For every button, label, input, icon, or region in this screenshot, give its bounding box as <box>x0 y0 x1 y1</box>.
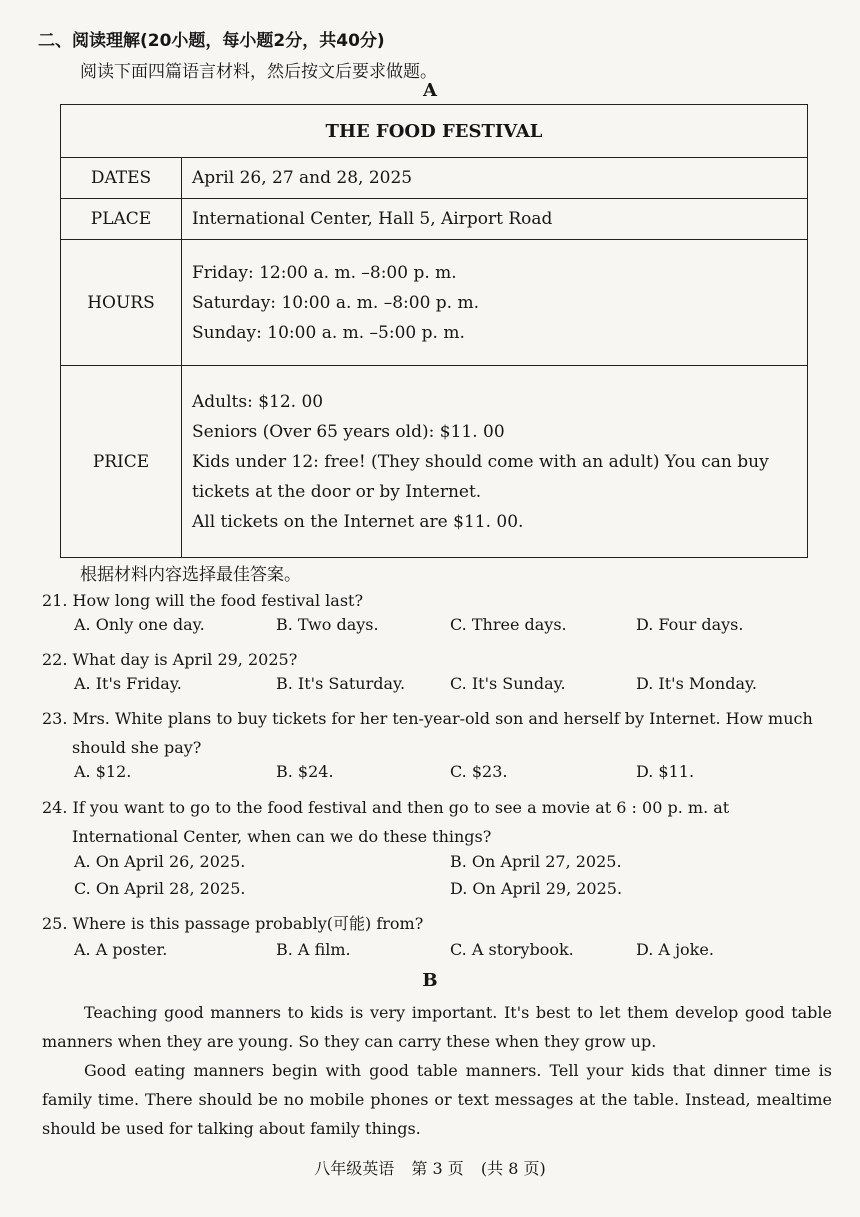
question-number: 22. <box>42 650 68 669</box>
notice-value: All tickets on the Internet are $11. 00. <box>192 511 524 532</box>
option-c: C. On April 28, 2025. <box>74 879 246 898</box>
passage-b-letter: B <box>422 970 438 991</box>
question-stem: Where is this passage probably(可能) from? <box>72 914 424 933</box>
question-number: 24. <box>42 798 68 817</box>
option-d: D. Four days. <box>636 615 744 634</box>
option-a: A. $12. <box>74 762 132 781</box>
option-d: D. On April 29, 2025. <box>450 879 623 898</box>
notice-label: PLACE <box>61 199 182 240</box>
page-footer <box>0 1156 860 1179</box>
notice-label: PRICE <box>61 366 182 558</box>
notice-value: Saturday: 10:00 a. m. –8:00 p. m. <box>192 292 479 313</box>
section-heading: 二、阅读理解(20小题，每小题2分，共40分) <box>38 31 385 51</box>
option-c: C. Three days. <box>450 615 567 634</box>
option-b: B. $24. <box>276 762 334 781</box>
option-b: B. Two days. <box>276 615 379 634</box>
notice-row-hours <box>61 240 808 366</box>
option-c: C. $23. <box>450 762 508 781</box>
question-stem: Mrs. White plans to buy tickets for her ten-year-old son and herself by Internet. How much <box>72 709 813 728</box>
option-b: B. On April 27, 2025. <box>450 852 622 871</box>
option-a: A. It's Friday. <box>74 674 182 693</box>
question-25 <box>42 909 832 938</box>
question-number: 25. <box>42 914 68 933</box>
notice-value: Sunday: 10:00 a. m. –5:00 p. m. <box>192 322 465 343</box>
notice-value: Kids under 12: free! (They should come with an adult) You can buy <box>192 451 769 472</box>
question-number: 23. <box>42 709 68 728</box>
option-b: B. A film. <box>276 940 351 959</box>
question-stem-continued: International Center, when can we do these things? <box>72 827 492 846</box>
option-a: A. On April 26, 2025. <box>74 852 246 871</box>
footer-subject: 八年级英语 <box>314 1159 395 1178</box>
notice-value: April 26, 27 and 28, 2025 <box>192 168 413 188</box>
question-number: 21. <box>42 591 68 610</box>
passage-b-paragraph: Good eating manners begin with good table manners. Tell your kids that dinner time is family time. There should be no mobile phones or text messages at the table. Instead, mealtime should be used for talking about family things. <box>42 1061 832 1138</box>
notice-value: Seniors (Over 65 years old): $11. 00 <box>192 421 505 442</box>
section-intro: 阅读下面四篇语言材料，然后按文后要求做题。 <box>80 62 437 82</box>
question-21 <box>42 586 832 615</box>
passage-a-instruction: 根据材料内容选择最佳答案。 <box>80 565 301 585</box>
notice-value: Adults: $12. 00 <box>192 391 324 412</box>
notice-row-place <box>61 199 808 240</box>
option-d: D. $11. <box>636 762 695 781</box>
notice-value: Friday: 12:00 a. m. –8:00 p. m. <box>192 262 457 283</box>
option-a: A. A poster. <box>74 940 168 959</box>
notice-row-price <box>61 366 808 558</box>
notice-label: HOURS <box>61 240 182 366</box>
option-b: B. It's Saturday. <box>276 674 406 693</box>
question-23 <box>42 704 832 762</box>
notice-value: tickets at the door or by Internet. <box>192 481 482 502</box>
question-stem: What day is April 29, 2025? <box>72 650 298 669</box>
passage-b-paragraph: Teaching good manners to kids is very important. It's best to let them develop good table manners when they are young. So they can carry these when they grow up. <box>42 1003 832 1051</box>
option-a: A. Only one day. <box>74 615 205 634</box>
option-c: C. It's Sunday. <box>450 674 566 693</box>
passage-a-letter: A <box>423 80 437 101</box>
notice-value: International Center, Hall 5, Airport Road <box>192 209 553 229</box>
question-stem: How long will the food festival last? <box>72 591 364 610</box>
notice-label: DATES <box>61 158 182 199</box>
notice-row-dates <box>61 158 808 199</box>
notice-title: THE FOOD FESTIVAL <box>61 105 808 158</box>
question-stem-continued: should she pay? <box>72 738 202 757</box>
question-stem: If you want to go to the food festival and then go to see a movie at 6 : 00 p. m. at <box>72 798 730 817</box>
footer-total-pages: (共 8 页) <box>480 1159 546 1178</box>
question-22 <box>42 645 832 674</box>
food-festival-notice <box>60 104 808 558</box>
option-d: D. A joke. <box>636 940 714 959</box>
option-d: D. It's Monday. <box>636 674 757 693</box>
question-24 <box>42 793 832 851</box>
footer-page-number: 第 3 页 <box>411 1159 464 1178</box>
option-c: C. A storybook. <box>450 940 574 959</box>
